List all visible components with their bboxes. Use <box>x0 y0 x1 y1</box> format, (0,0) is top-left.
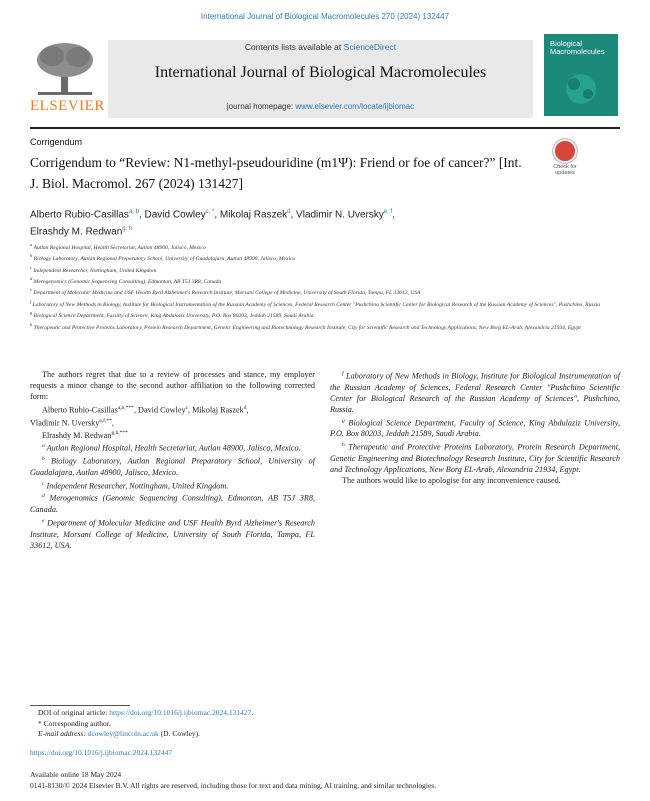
affiliation-item: $^d$ Merogenomics (Genomic Sequencing Consulting), Edmonton, AB T5J 3R8, Canada <box>30 276 222 285</box>
author-name[interactable]: Vladimir N. Uversky <box>296 209 384 221</box>
publication-info <box>30 770 630 791</box>
affiliation-item: $^a$ Autlan Regional Hospital, Health Secretariat, Autlan 48900, Jalisco, Mexico <box>30 242 206 251</box>
elsevier-logo <box>30 40 105 120</box>
affiliation-item: $^b$ Biology Laboratory, Autlan Regional Preparatory School, University of Guadalajara, Autlan 48900, Jalisco, Mexico <box>30 253 296 263</box>
contents-line: Contents lists available at ScienceDirect <box>244 42 397 52</box>
available-online: Available online 18 May 2024 <box>30 770 122 779</box>
affiliation-item: $^f$ Laboratory of New Methods in Biology, Institute for Biological Instrumentation of the Russian Academy of Sciences, Federal Research Center "Pushchino Scientific Center for Biological Research of the Russian Academy of Sciences", Pushchino, Russia <box>30 298 601 308</box>
footnotes <box>30 708 620 740</box>
publisher-name: ELSEVIER <box>30 98 105 114</box>
email-note: E-mail address: dcowley@lincoln.ac.uk (D. Cowley). <box>38 729 201 738</box>
author-sup[interactable]: d <box>287 209 291 215</box>
original-doi-link[interactable]: https://doi.org/10.1016/j.ijbiomac.2024.131427 <box>109 708 252 717</box>
closing-paragraph: The authors would like to apologise for any inconvenience caused. <box>342 476 561 486</box>
sciencedirect-link[interactable]: ScienceDirect <box>343 42 397 52</box>
check-updates-icon <box>553 139 577 163</box>
journal-title: International Journal of Biological Macromolecules <box>154 64 487 81</box>
author-sup[interactable]: a, b <box>128 209 139 215</box>
corrected-affiliation: $^a$ Autlan Regional Hospital, Health Secretariat, Autlan 48900, Jalisco, Mexico. <box>42 443 301 454</box>
journal-cover[interactable] <box>544 34 618 116</box>
corrected-affiliation: $^h$ Therapeutic and Protective Proteins Laboratory, Protein Research Department, Genetic Engineering and Biotechnology Research Institute, City for Scientific Research and Technology Applications, New Borg EL-Arab, Alexandria 21934, Egypt. <box>330 441 621 474</box>
author-list: Alberto Rubio-Casillas$^{a, b}$, David Cowley$^{c, *}$, Mikolaj Raszek$^d$, Vladimir N. Uversky$^{e, f}$, Elrashdy M. Redwan$^{g, h}$ <box>30 209 395 238</box>
corrected-affiliation: $^d$ Merogenomics (Genomic Sequencing Consulting), Edmonton, AB T5J 3R8, Canada. <box>30 493 315 515</box>
article-type: Corrigendum <box>30 137 83 147</box>
cover-graphic <box>544 34 618 116</box>
copyright: 0141-8130/© 2024 Elsevier B.V. All rights are reserved, including those for text and data mining, AI training, and similar technologies. <box>30 780 437 790</box>
author-sup[interactable]: g, h <box>122 226 133 233</box>
author-name[interactable]: Alberto Rubio-Casillas <box>30 209 129 221</box>
original-doi-note: DOI of original article: https://doi.org/10.1016/j.ijbiomac.2024.131427. <box>38 708 254 717</box>
corrected-affiliation: $^b$ Biology Laboratory, Autlan Regional Preparatory School, University of Guadalajara, Autlan 48900, Jalisco, Mexico. <box>30 456 316 478</box>
author-sup[interactable]: c, * <box>205 209 215 215</box>
affiliation-item: $^c$ Independent Researcher, Nottingham, United Kingdom <box>30 264 157 274</box>
footnote-divider <box>30 705 130 706</box>
corrected-affiliation: $^g$ Biological Science Department, Faculty of Science, King Abdulaziz University, P.O. Box 80203, Jeddah 21589, Saudi Arabia. <box>330 417 621 439</box>
journal-banner <box>108 40 533 118</box>
affiliation-list <box>30 241 620 332</box>
tree-icon <box>30 40 100 98</box>
author-name[interactable]: Elrashdy M. Redwan <box>30 226 123 238</box>
author-name[interactable]: Mikolaj Raszek <box>219 209 288 221</box>
cover-title: Biological Macromolecules <box>550 39 605 56</box>
intro-paragraph: The authors regret that due to a review of processes and stance, my employer requests a minor change to the second author affiliation to the following corrected form: <box>30 370 315 402</box>
article-doi-link[interactable]: https://doi.org/10.1016/j.ijbiomac.2024.132447 <box>30 748 173 757</box>
corresponding-note: * Corresponding author. <box>38 718 111 728</box>
corrected-authors: Alberto Rubio-Casillas$^{a,b,***}$, David Cowley$^c$, Mikolaj Raszek$^d$, Vladimir N. Uversky$^{e,f,**}$, Elrashdy M. Redwan$^{g,h,***}$ <box>30 404 249 441</box>
check-for-updates-button[interactable] <box>549 139 581 179</box>
header-divider <box>30 127 620 129</box>
journal-homepage: journal homepage: www.elsevier.com/locate/ijbiomac <box>226 102 415 111</box>
check-updates-label: Check for updates <box>553 164 577 176</box>
journal-reference[interactable]: International Journal of Biological Macromolecules 270 (2024) 132447 <box>200 12 450 21</box>
affiliation-item: $^e$ Department of Molecular Medicine and USF Health Byrd Alzheimer's Research Institute, Morsani College of Medicine, University of South Florida, Tampa, FL 33612, USA <box>30 287 421 297</box>
homepage-link[interactable]: www.elsevier.com/locate/ijbiomac <box>295 102 415 111</box>
corrected-affiliation: $^f$ Laboratory of New Methods in Biology, Institute for Biological Instrumentation of the Russian Academy of Sciences, Federal Research Center "Pushchino Scientific Center for Biological Research of the Russian Academy of Sciences", Pushchino, Russia. <box>330 371 621 415</box>
article-title: Corrigendum to “Review: N1-methyl-pseudouridine (m1Ψ): Friend or foe of cancer?” [Int. J. Biol. Macromol. 267 (2024) 131427] <box>30 155 522 191</box>
email-link[interactable]: dcowley@lincoln.ac.uk <box>87 729 159 738</box>
corrected-affiliation: $^c$ Independent Researcher, Nottingham, United Kingdom. <box>42 480 229 491</box>
corrected-affiliation: $^e$ Department of Molecular Medicine and USF Health Byrd Alzheimer's Research Institute, Morsani College of Medicine, University of South Florida, Tampa, FL 33612, USA. <box>30 517 315 550</box>
body-column-left <box>30 369 315 551</box>
author-sup[interactable]: e, f <box>383 209 393 215</box>
author-name[interactable]: David Cowley <box>144 209 206 221</box>
affiliation-item: $^g$ Biological Science Department, Faculty of Science, King Abdulaziz University, P.O. Box 80203, Jeddah 21589, Saudi Arabia <box>30 310 314 320</box>
body-column-right <box>330 369 620 486</box>
affiliation-item: $^h$ Therapeutic and Protective Proteins Laboratory, Protein Research Department, Genetic Engineering and Biotechnology Research Institute, City for Scientific Research and Technology Applications, New Borg EL-Arab, Alexandria 21934, Egypt <box>30 321 581 331</box>
